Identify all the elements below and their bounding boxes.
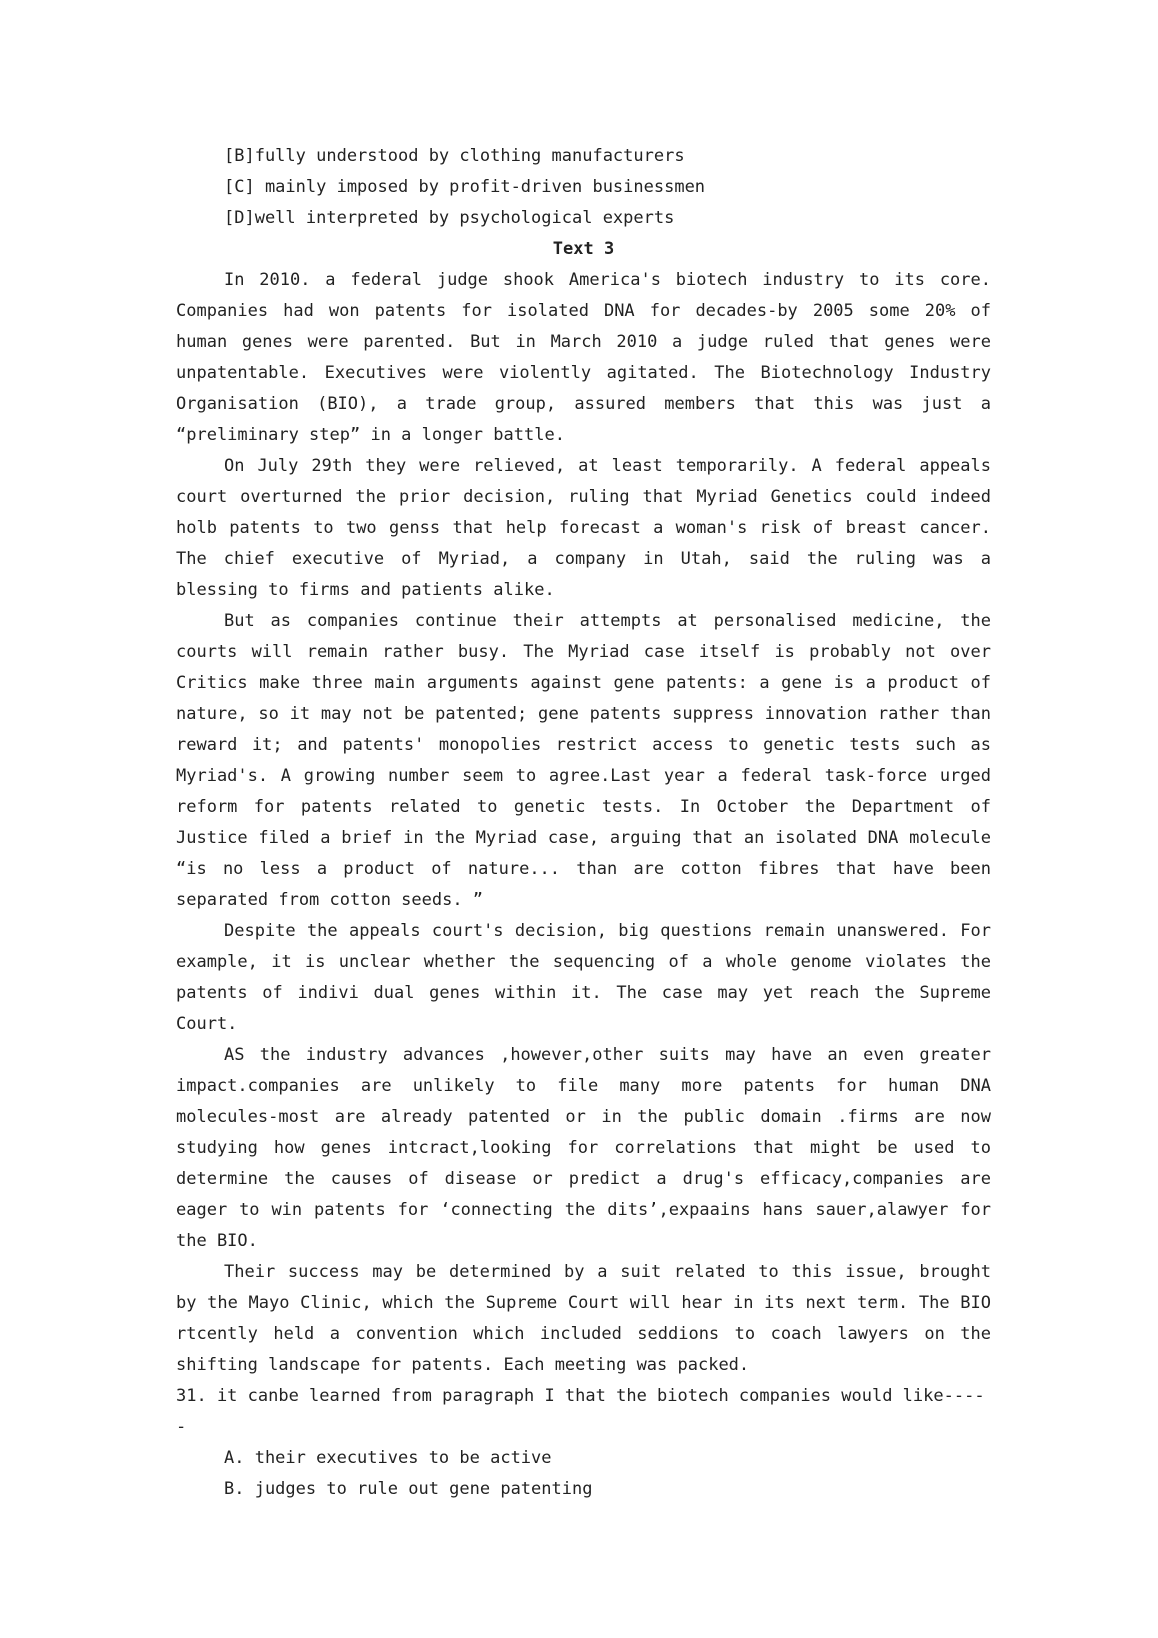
paragraph-1: In 2010. a federal judge shook America's biotech industry to its core. Companies had won patents for isolated DNA for decades-by 2005 some 20% of human genes were parented. But in March 2010 a judge ruled that genes were unpatentable. Executives were violently agitated. The Biotechnology Industry Organisation (BIO), a trade group, assured members that this was just a “preliminary step” in a longer battle. (176, 270, 991, 445)
question-31-stem: 31. it canbe learned from paragraph I that the biotech companies would like----- (176, 1386, 985, 1437)
section-title: Text 3 (552, 239, 615, 259)
question-31-option-a: A. their executives to be active (224, 1448, 552, 1468)
paragraph-2: On July 29th they were relieved, at least temporarily. A federal appeals court overturned the prior decision, ruling that Myriad Genetics could indeed holb patents to two genss that help forecast a woman's risk of breast cancer. The chief executive of Myriad, a company in Utah, said the ruling was a blessing to firms and patients alike. (176, 456, 991, 600)
document-page (176, 141, 991, 1505)
paragraph-4: Despite the appeals court's decision, big questions remain unanswered. For example, it is unclear whether the sequencing of a whole genome violates the patents of indivi dual genes within it. The case may yet reach the Supreme Court. (176, 921, 991, 1034)
previous-option-c: [C] mainly imposed by profit-driven businessmen (224, 177, 706, 197)
previous-option-b: [B]fully understood by clothing manufacturers (224, 146, 685, 166)
paragraph-3: But as companies continue their attempts at personalised medicine, the courts will remain rather busy. The Myriad case itself is probably not over Critics make three main arguments against gene patents: a gene is a product of nature, so it may not be patented; gene patents suppress innovation rather than reward it; and patents' monopolies restrict access to genetic tests such as Myriad's. A growing number seem to agree.Last year a federal task-force urged reform for patents related to genetic tests. In October the Department of Justice filed a brief in the Myriad case, arguing that an isolated DNA molecule “is no less a product of nature... than are cotton fibres that have been separated from cotton seeds. ” (176, 611, 991, 910)
previous-option-d: [D]well interpreted by psychological experts (224, 208, 675, 228)
paragraph-5: AS the industry advances ,however,other suits may have an even greater impact.companies are unlikely to file many more patents for human DNA molecules-most are already patented or in the public domain .firms are now studying how genes intcract,looking for correlations that might be used to determine the causes of disease or predict a drug's efficacy,companies are eager to win patents for ‘connecting the dits’,expaains hans sauer,alawyer for the BIO. (176, 1045, 991, 1251)
question-31-option-b: B. judges to rule out gene patenting (224, 1479, 593, 1499)
paragraph-6: Their success may be determined by a suit related to this issue, brought by the Mayo Clinic, which the Supreme Court will hear in its next term. The BIO rtcently held a convention which included seddions to coach lawyers on the shifting landscape for patents. Each meeting was packed. (176, 1262, 991, 1375)
